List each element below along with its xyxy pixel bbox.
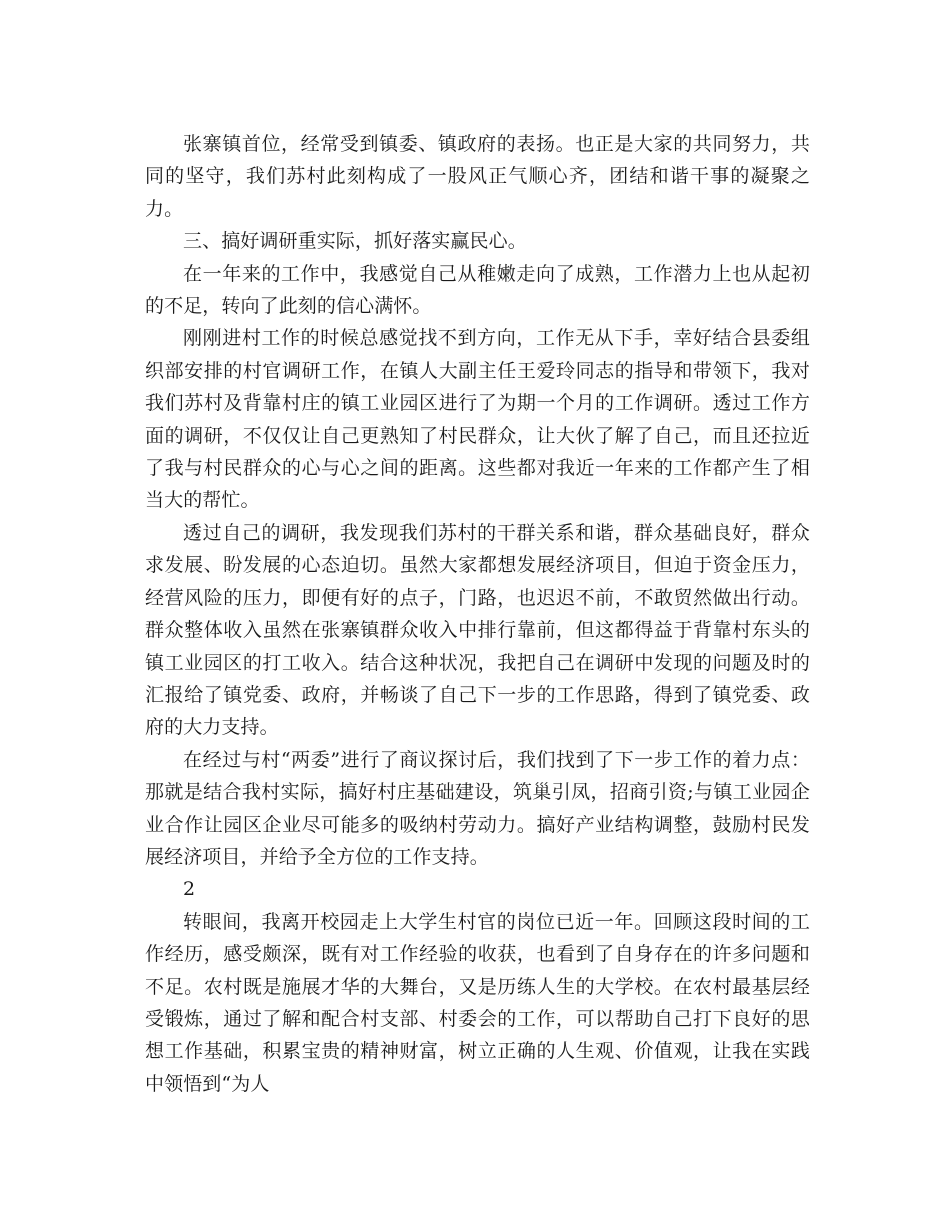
- paragraph: 刚刚进村工作的时候总感觉找不到方向，工作无从下手，幸好结合县委组织部安排的村官调研工作，在镇人大副主任王爱玲同志的指导和带领下，我对我们苏村及背靠村庄的镇工业园区进行了为期一个月的工作调研。透过工作方面的调研，不仅仅让自己更熟知了村民群众，让大伙了解了自己，而且还拉近了我与村民群众的心与心之间的距离。这些都对我近一年来的工作都产生了相当大的帮忙。: [145, 327, 810, 512]
- paragraph: 透过自己的调研，我发现我们苏村的干群关系和谐，群众基础良好，群众求发展、盼发展的心态迫切。虽然大家都想发展经济项目，但迫于资金压力，经营风险的压力，即便有好的点子，门路，也迟迟不前，不敢贸然做出行动。群众整体收入虽然在张寨镇群众收入中排行靠前，但这都得益于背靠村东头的镇工业园区的打工收入。结合这种状况，我把自己在调研中发现的问题及时的汇报给了镇党委、政府，并畅谈了自己下一步的工作思路，得到了镇党委、政府的大力支持。: [145, 521, 810, 739]
- section-number: 2: [183, 878, 196, 901]
- document-body: [145, 128, 810, 1100]
- section-heading: 三、搞好调研重实际，抓好落实赢民心。: [183, 230, 527, 253]
- paragraph: 在经过与村“两委”进行了商议探讨后，我们找到了下一步工作的着力点：那就是结合我村实际，搞好村庄基础建设，筑巢引凤，招商引资;与镇工业园企业合作让园区企业尽可能多的吸纳村劳动力。搞好产业结构调整，鼓励村民发展经济项目，并给予全方位的工作支持。: [145, 748, 810, 868]
- paragraph: 在一年来的工作中，我感觉自己从稚嫩走向了成熟，工作潜力上也从起初的不足，转向了此刻的信心满怀。: [145, 262, 810, 318]
- paragraph-continued: 张寨镇首位，经常受到镇委、镇政府的表扬。也正是大家的共同努力，共同的坚守，我们苏村此刻构成了一股风正气顺心齐，团结和谐干事的凝聚之力。: [145, 133, 810, 220]
- paragraph: 转眼间，我离开校园走上大学生村官的岗位已近一年。回顾这段时间的工作经历，感受颇深，既有对工作经验的收获，也看到了自身存在的许多问题和不足。农村既是施展才华的大舞台，又是历练人生的大学校。在农村最基层经受锻炼，通过了解和配合村支部、村委会的工作，可以帮助自己打下良好的思想工作基础，积累宝贵的精神财富，树立正确的人生观、价值观，让我在实践中领悟到“为人: [145, 910, 810, 1095]
